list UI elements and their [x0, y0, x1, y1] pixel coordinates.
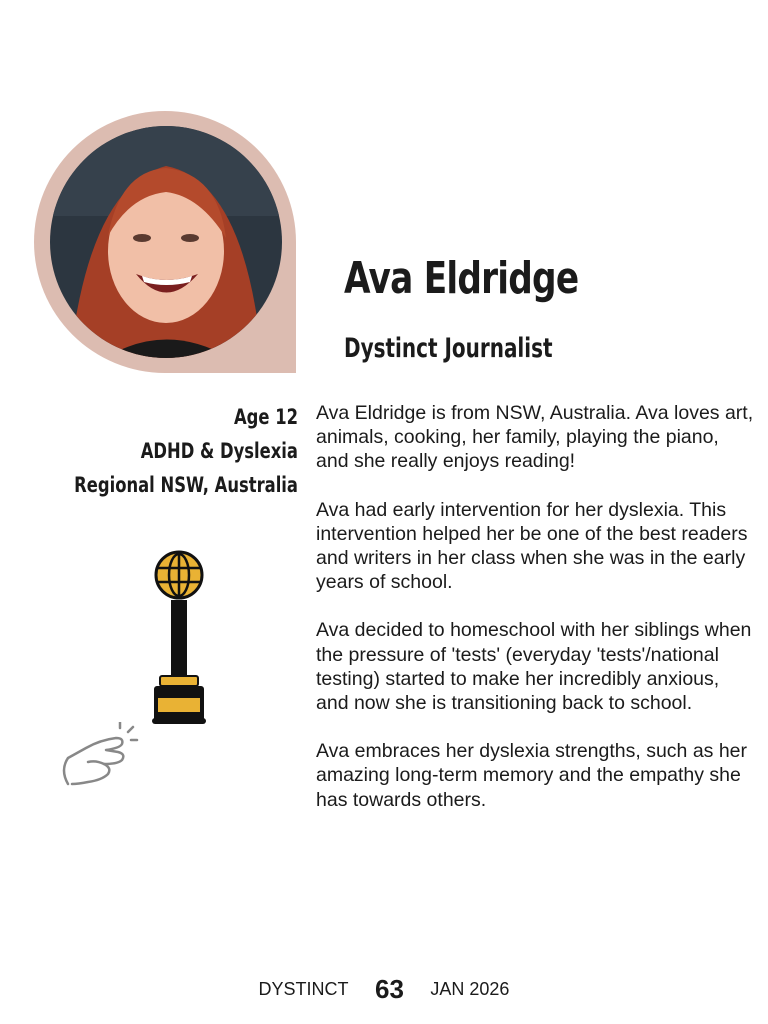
profile-facts	[11, 400, 298, 502]
portrait-photo	[50, 126, 282, 358]
fact-age: Age 12	[233, 405, 298, 429]
pointing-hand-icon	[58, 722, 140, 796]
bio-paragraph: Ava decided to homeschool with her siblings when the pressure of 'tests' (everyday 'tests'/national testing) started to make her incredibly anxious, and now she is transitioning back to school.	[316, 619, 752, 715]
footer-magazine: DYSTINCT	[258, 979, 349, 999]
bio-paragraph: Ava Eldridge is from NSW, Australia. Ava loves art, animals, cooking, her family, playing the piano, and she really enjoys reading!	[316, 402, 754, 473]
bio-text	[316, 401, 756, 836]
footer-page-number: 63	[375, 974, 404, 1004]
profile-role: Dystinct Journalist	[344, 333, 553, 364]
page-footer	[0, 974, 768, 1005]
microphone-trophy-icon	[148, 548, 212, 732]
footer-date: JAN 2026	[430, 979, 510, 999]
fact-condition: ADHD & Dyslexia	[140, 439, 298, 463]
fact-location: Regional NSW, Australia	[74, 473, 298, 497]
profile-name: Ava Eldridge	[344, 253, 579, 304]
bio-paragraph: Ava had early intervention for her dyslexia. This intervention helped her be one of the best readers and writers in her class when she was in the early years of school.	[316, 498, 748, 594]
bio-paragraph: Ava embraces her dyslexia strengths, such as her amazing long-term memory and the empathy she has towards others.	[316, 740, 748, 811]
